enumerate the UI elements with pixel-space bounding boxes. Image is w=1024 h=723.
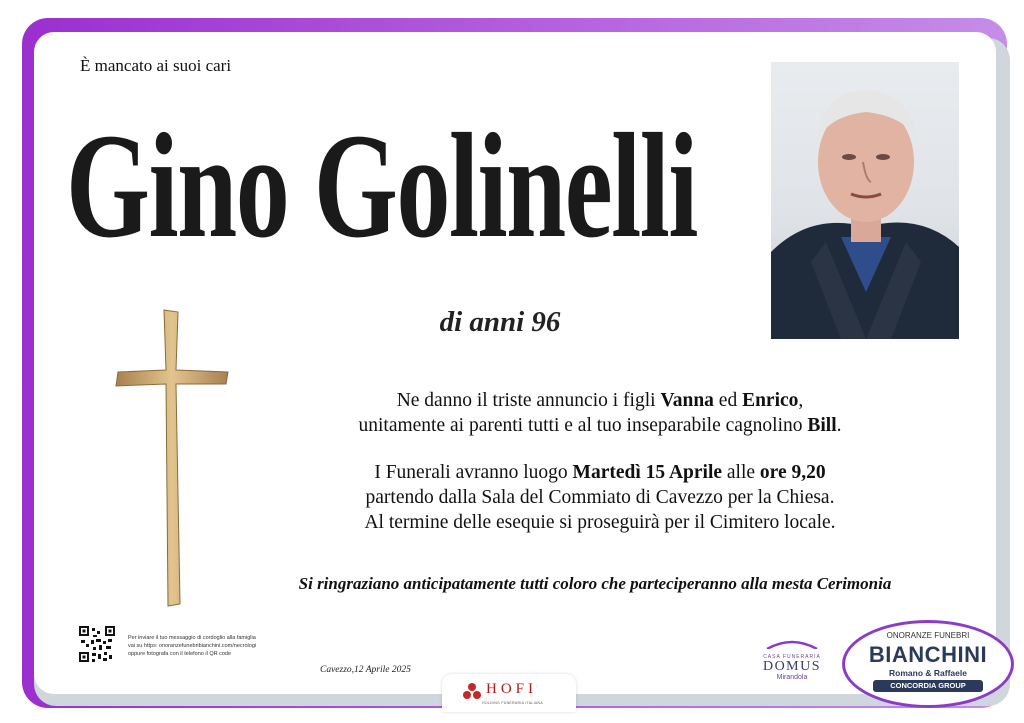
- deceased-name: Gino Golinelli: [66, 103, 697, 269]
- portrait-photo: [771, 62, 959, 339]
- domus-arc-icon: [762, 639, 822, 649]
- domus-logo: CASA FUNERARIA DOMUS Mirandola: [752, 636, 832, 681]
- announcement-paragraph: [240, 388, 960, 438]
- intro-text: È mancato ai suoi cari: [80, 56, 232, 75]
- portrait-illustration: [771, 62, 959, 339]
- funeral-line-3: Al termine delle esequie si proseguirà per il Cimitero locale.: [364, 512, 836, 533]
- hofi-logo: [442, 674, 576, 712]
- funeral-time: ore 9,20: [759, 462, 826, 483]
- cross-icon: [112, 308, 232, 613]
- age-text: di anni 96: [439, 306, 561, 338]
- funeral-line-2: partendo dalla Sala del Commiato di Cavezzo per la Chiesa.: [365, 487, 835, 508]
- announcement-line-1: Ne danno il triste annuncio i figli Vanna ed Enrico,: [396, 390, 804, 411]
- announcement-line-2: unitamente ai parenti tutti e al tuo inseparabile cagnolino Bill.: [358, 415, 842, 436]
- bianchini-logo: ONORANZE FUNEBRI BIANCHINI Romano & Raffaele CONCORDIA GROUP: [842, 620, 1014, 708]
- funeral-day: Martedì 15 Aprile: [572, 462, 723, 483]
- thanks-text: Si ringraziano anticipatamente tutti coloro che parteciperanno alla mesta Cerimonia: [298, 574, 892, 593]
- place-date: Cavezzo,12 Aprile 2025: [320, 665, 411, 675]
- hofi-subtitle: HOLDING FUNERARIA ITALIANA: [482, 701, 544, 705]
- funeral-paragraph: [240, 460, 960, 535]
- qr-code-icon[interactable]: [79, 626, 115, 667]
- child-name-2: Enrico: [742, 390, 799, 411]
- qr-instructions: Per inviare il tuo messaggio di cordoglio alla famiglia vai su https: onoranzefunebribianchini.com/necrologi oppure fotografa con il telefono il QR code: [128, 635, 257, 657]
- dog-name: Bill: [807, 415, 837, 436]
- funeral-line-1: I Funerali avranno luogo Martedì 15 Aprile alle ore 9,20: [374, 462, 826, 483]
- child-name-1: Vanna: [660, 390, 714, 411]
- hofi-emblem-icon: [462, 682, 482, 702]
- hofi-wordmark: HOFI: [486, 681, 538, 697]
